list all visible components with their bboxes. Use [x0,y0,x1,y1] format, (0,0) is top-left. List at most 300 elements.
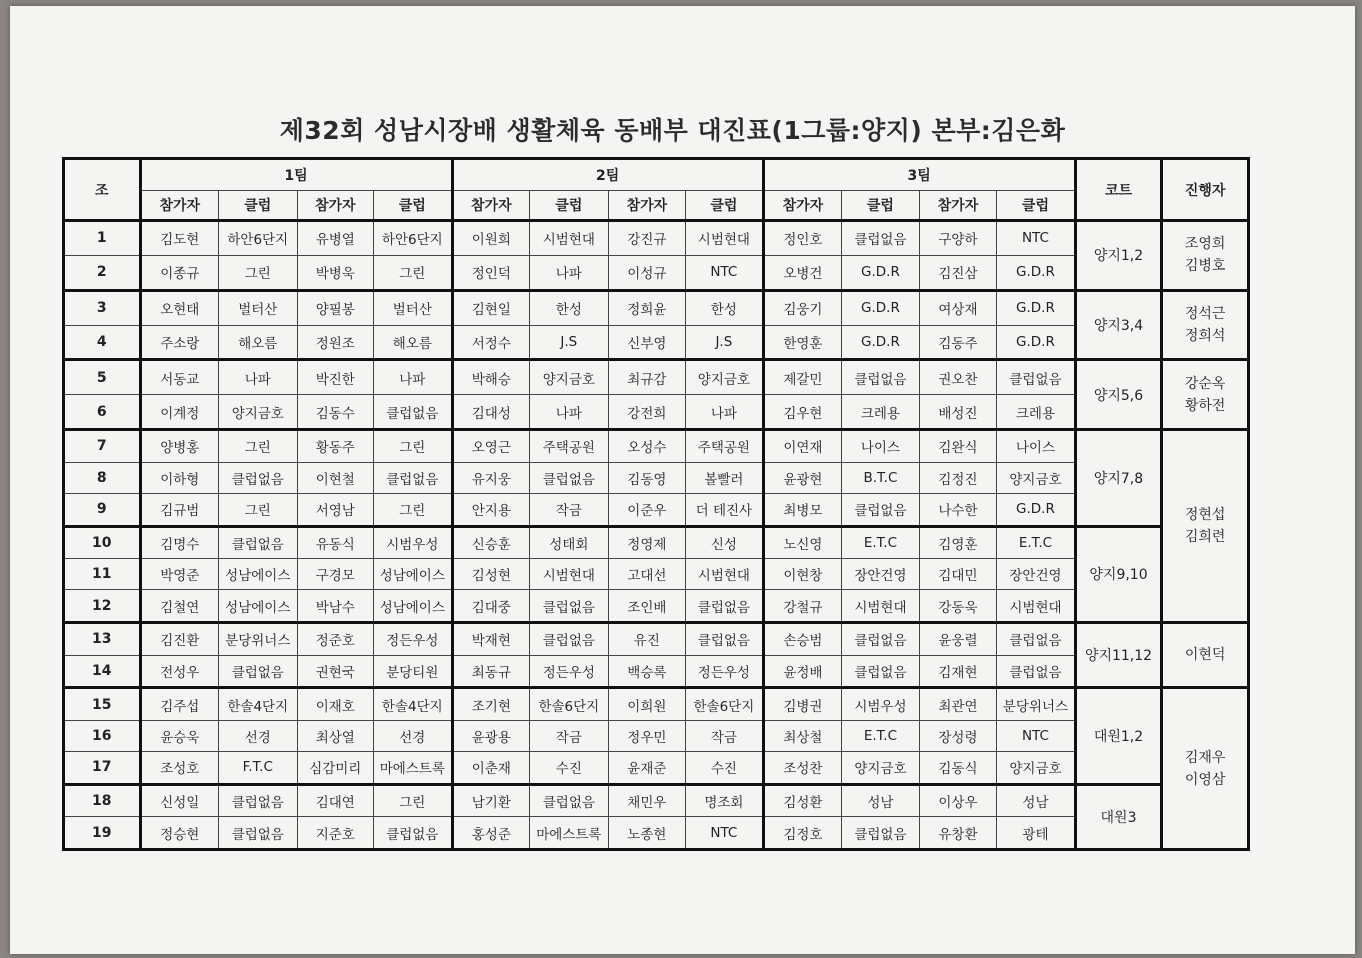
club-cell: 크레용 [842,395,920,430]
participant-cell: 이연재 [763,430,842,463]
club-cell: 해오름 [219,325,298,360]
club-cell: 장안건영 [997,559,1076,590]
header-club: 클럽 [530,191,609,221]
participant-cell: 양병홍 [140,430,219,463]
club-cell: 클럽없음 [842,817,920,850]
club-cell: 시범현대 [530,559,609,590]
participant-cell: 제갈민 [763,360,842,395]
club-cell: 클럽없음 [374,462,453,493]
table-row [64,526,1249,559]
participant-cell: 김대민 [919,559,997,590]
participant-cell: 최관연 [919,688,997,721]
participant-cell: 지준호 [297,817,374,850]
participant-cell: 김성환 [763,784,842,817]
participant-cell: 강진규 [608,221,686,256]
club-cell: G.D.R [997,255,1076,290]
participant-cell: 신성일 [140,784,219,817]
club-cell: 성남에이스 [374,590,453,623]
table-row [64,493,1249,526]
club-cell: 성남에이스 [219,590,298,623]
group-number: 17 [64,751,141,784]
participant-cell: 조인배 [608,590,686,623]
participant-cell: 강전희 [608,395,686,430]
participant-cell: 정우민 [608,720,686,751]
club-cell: 신성 [686,526,764,559]
club-cell: 클럽없음 [219,526,298,559]
club-cell: 시범현대 [530,221,609,256]
club-cell: 성남에이스 [219,559,298,590]
table-row [64,255,1249,290]
participant-cell: 윤광현 [763,462,842,493]
header-club: 클럽 [686,191,764,221]
participant-cell: 여상재 [919,290,997,325]
court-cell: 대원3 [1075,784,1162,849]
participant-cell: 윤재준 [608,751,686,784]
participant-cell: 최상철 [763,720,842,751]
participant-cell: 장성령 [919,720,997,751]
participant-cell: 윤정배 [763,655,842,688]
participant-cell: 윤웅렬 [919,622,997,655]
participant-cell: 김진환 [140,622,219,655]
participant-cell: 최병모 [763,493,842,526]
club-cell: G.D.R [842,255,920,290]
header-organizer: 진행자 [1162,159,1249,221]
table-row [64,655,1249,688]
club-cell: 클럽없음 [842,622,920,655]
participant-cell: 조성찬 [763,751,842,784]
participant-cell: 김명수 [140,526,219,559]
participant-cell: 나수한 [919,493,997,526]
group-number: 6 [64,395,141,430]
club-cell: 볼빨러 [686,462,764,493]
participant-cell: 윤광용 [452,720,530,751]
header-participant: 참가자 [140,191,219,221]
participant-cell: 김주섭 [140,688,219,721]
group-number: 7 [64,430,141,463]
participant-cell: 김동수 [297,395,374,430]
participant-cell: 고대선 [608,559,686,590]
participant-cell: 유지웅 [452,462,530,493]
court-cell: 양지1,2 [1075,221,1162,291]
club-cell: E.T.C [997,526,1076,559]
participant-cell: 박병욱 [297,255,374,290]
participant-cell: 오성수 [608,430,686,463]
participant-cell: 김대성 [452,395,530,430]
participant-cell: 김병권 [763,688,842,721]
club-cell: 시범현대 [686,559,764,590]
court-cell: 양지11,12 [1075,622,1162,687]
participant-cell: 정영제 [608,526,686,559]
participant-cell: 오병건 [763,255,842,290]
participant-cell: 남기환 [452,784,530,817]
club-cell: 클럽없음 [530,784,609,817]
club-cell: 그린 [374,430,453,463]
organizer-cell: 강순옥 황하전 [1162,360,1249,430]
participant-cell: 서영남 [297,493,374,526]
club-cell: 클럽없음 [374,395,453,430]
club-cell: 클럽없음 [219,655,298,688]
participant-cell: 서정수 [452,325,530,360]
participant-cell: 백승록 [608,655,686,688]
table-row [64,395,1249,430]
table-row [64,784,1249,817]
participant-cell: 최상열 [297,720,374,751]
participant-cell: 구경모 [297,559,374,590]
participant-cell: 이재호 [297,688,374,721]
club-cell: 분당위너스 [219,622,298,655]
participant-cell: 김규범 [140,493,219,526]
participant-cell: 이현창 [763,559,842,590]
participant-cell: 한영훈 [763,325,842,360]
club-cell: NTC [686,255,764,290]
table-row [64,817,1249,850]
club-cell: 그린 [374,493,453,526]
organizer-cell: 정석근 정희석 [1162,290,1249,360]
table-row [64,688,1249,721]
club-cell: B.T.C [842,462,920,493]
club-cell: 분당티원 [374,655,453,688]
participant-cell: 정준호 [297,622,374,655]
club-cell: 그린 [374,255,453,290]
club-cell: E.T.C [842,526,920,559]
club-cell: 시범현대 [997,590,1076,623]
club-cell: 한성 [686,290,764,325]
club-cell: 성남 [842,784,920,817]
club-cell: 하안6단지 [219,221,298,256]
court-cell: 양지9,10 [1075,526,1162,622]
header-club: 클럽 [842,191,920,221]
participant-cell: 이성규 [608,255,686,290]
club-cell: 클럽없음 [842,493,920,526]
club-cell: J.S [530,325,609,360]
table-row [64,325,1249,360]
table-row [64,290,1249,325]
club-cell: 클럽없음 [219,462,298,493]
header-participant: 참가자 [608,191,686,221]
group-number: 8 [64,462,141,493]
club-cell: 클럽없음 [842,221,920,256]
participant-cell: 강동욱 [919,590,997,623]
group-number: 2 [64,255,141,290]
participant-cell: 정희윤 [608,290,686,325]
group-number: 13 [64,622,141,655]
table-header [64,159,1249,221]
participant-cell: 홍성준 [452,817,530,850]
participant-cell: 이현철 [297,462,374,493]
organizer-cell: 이현덕 [1162,622,1249,687]
participant-cell: 박해승 [452,360,530,395]
participant-cell: 박남수 [297,590,374,623]
page-title: 제32회 성남시장배 생활체육 동배부 대진표(1그룹:양지) 본부:김은화 [279,116,1066,145]
club-cell: 그린 [219,255,298,290]
table-row [64,720,1249,751]
participant-cell: 황동주 [297,430,374,463]
participant-cell: 오영근 [452,430,530,463]
club-cell: 한솔4단지 [219,688,298,721]
club-cell: 양지금호 [997,462,1076,493]
participant-cell: 김대연 [297,784,374,817]
club-cell: 클럽없음 [686,622,764,655]
participant-cell: 김철연 [140,590,219,623]
club-cell: G.D.R [997,325,1076,360]
organizer-cell: 조영희 김병호 [1162,221,1249,291]
participant-cell: 이희원 [608,688,686,721]
participant-cell: 구양하 [919,221,997,256]
participant-cell: 양필봉 [297,290,374,325]
table-row [64,360,1249,395]
club-cell: 성남에이스 [374,559,453,590]
header-club: 클럽 [219,191,298,221]
organizer-cell: 정현섭 김희련 [1162,430,1249,623]
club-cell: 클럽없음 [842,360,920,395]
group-number: 9 [64,493,141,526]
participant-cell: 김동영 [608,462,686,493]
participant-cell: 김정호 [763,817,842,850]
group-number: 10 [64,526,141,559]
participant-cell: 정인호 [763,221,842,256]
group-number: 15 [64,688,141,721]
table-row [64,462,1249,493]
group-number: 19 [64,817,141,850]
club-cell: 그린 [219,493,298,526]
club-cell: 클럽없음 [530,462,609,493]
group-number: 16 [64,720,141,751]
header-participant: 참가자 [763,191,842,221]
participant-cell: 김영훈 [919,526,997,559]
group-number: 18 [64,784,141,817]
organizer-cell: 김재우 이영삼 [1162,688,1249,850]
club-cell: 나파 [530,395,609,430]
club-cell: 클럽없음 [530,622,609,655]
club-cell: 마에스트록 [530,817,609,850]
participant-cell: 박영준 [140,559,219,590]
club-cell: F.T.C [219,751,298,784]
table-body [64,221,1249,850]
club-cell: NTC [997,720,1076,751]
header-team2: 2팀 [452,159,763,191]
participant-cell: 김대중 [452,590,530,623]
table-row [64,559,1249,590]
participant-cell: 조성호 [140,751,219,784]
participant-cell: 최규감 [608,360,686,395]
club-cell: 정든우성 [530,655,609,688]
group-number: 5 [64,360,141,395]
participant-cell: 이원희 [452,221,530,256]
participant-cell: 김우현 [763,395,842,430]
club-cell: 작금 [530,493,609,526]
club-cell: NTC [997,221,1076,256]
participant-cell: 신부영 [608,325,686,360]
club-cell: 벌터산 [219,290,298,325]
participant-cell: 안지용 [452,493,530,526]
bracket-table [62,157,1250,851]
club-cell: G.D.R [997,290,1076,325]
club-cell: 그린 [374,784,453,817]
header-participant: 참가자 [297,191,374,221]
club-cell: J.S [686,325,764,360]
club-cell: 성남 [997,784,1076,817]
club-cell: 한솔6단지 [530,688,609,721]
club-cell: 나파 [374,360,453,395]
court-cell: 양지7,8 [1075,430,1162,526]
club-cell: 작금 [530,720,609,751]
club-cell: 시범현대 [842,590,920,623]
participant-cell: 주소랑 [140,325,219,360]
club-cell: 클럽없음 [842,655,920,688]
court-cell: 양지3,4 [1075,290,1162,360]
club-cell: 클럽없음 [219,817,298,850]
participant-cell: 이하형 [140,462,219,493]
table-row [64,430,1249,463]
club-cell: 한성 [530,290,609,325]
participant-cell: 윤승욱 [140,720,219,751]
club-cell: 수진 [530,751,609,784]
club-cell: 주택공원 [686,430,764,463]
participant-cell: 김완식 [919,430,997,463]
participant-cell: 전성우 [140,655,219,688]
club-cell: 나이스 [997,430,1076,463]
club-cell: 클럽없음 [219,784,298,817]
participant-cell: 신승훈 [452,526,530,559]
club-cell: 클럽없음 [997,622,1076,655]
participant-cell: 손승범 [763,622,842,655]
participant-cell: 이춘재 [452,751,530,784]
participant-cell: 이계정 [140,395,219,430]
club-cell: 벌터산 [374,290,453,325]
club-cell: G.D.R [842,290,920,325]
club-cell: NTC [686,817,764,850]
header-team1: 1팀 [140,159,452,191]
club-cell: 양지금호 [219,395,298,430]
group-number: 14 [64,655,141,688]
club-cell: 선경 [219,720,298,751]
participant-cell: 서동교 [140,360,219,395]
club-cell: 클럽없음 [997,360,1076,395]
participant-cell: 유진 [608,622,686,655]
participant-cell: 유병열 [297,221,374,256]
participant-cell: 이상우 [919,784,997,817]
participant-cell: 권오찬 [919,360,997,395]
header-team3: 3팀 [763,159,1075,191]
club-cell: 정든우성 [686,655,764,688]
club-cell: 하안6단지 [374,221,453,256]
group-number: 3 [64,290,141,325]
club-cell: 수진 [686,751,764,784]
participant-cell: 오현태 [140,290,219,325]
participant-cell: 노종현 [608,817,686,850]
table-row [64,221,1249,256]
group-number: 11 [64,559,141,590]
participant-cell: 정승현 [140,817,219,850]
table-row [64,751,1249,784]
participant-cell: 김웅기 [763,290,842,325]
group-number: 1 [64,221,141,256]
club-cell: 정든우성 [374,622,453,655]
participant-cell: 김동주 [919,325,997,360]
participant-cell: 김정진 [919,462,997,493]
club-cell: 양지금호 [997,751,1076,784]
club-cell: 나파 [530,255,609,290]
club-cell: 시범우성 [842,688,920,721]
header-participant: 참가자 [919,191,997,221]
participant-cell: 박진한 [297,360,374,395]
club-cell: 시범현대 [686,221,764,256]
header-group: 조 [64,159,141,221]
club-cell: 나파 [686,395,764,430]
club-cell: G.D.R [997,493,1076,526]
club-cell: 해오름 [374,325,453,360]
club-cell: E.T.C [842,720,920,751]
club-cell: 마에스트록 [374,751,453,784]
club-cell: 나이스 [842,430,920,463]
participant-cell: 심감미리 [297,751,374,784]
participant-cell: 조기현 [452,688,530,721]
court-cell: 양지5,6 [1075,360,1162,430]
participant-cell: 노신영 [763,526,842,559]
club-cell: 더 테진사 [686,493,764,526]
participant-cell: 강철규 [763,590,842,623]
participant-cell: 김진삼 [919,255,997,290]
group-number: 4 [64,325,141,360]
participant-cell: 채민우 [608,784,686,817]
participant-cell: 정인덕 [452,255,530,290]
club-cell: G.D.R [842,325,920,360]
header-club: 클럽 [374,191,453,221]
participant-cell: 김동식 [919,751,997,784]
court-cell: 대원1,2 [1075,688,1162,784]
participant-cell: 박재현 [452,622,530,655]
club-cell: 양지금호 [530,360,609,395]
header-participant: 참가자 [452,191,530,221]
participant-cell: 유창환 [919,817,997,850]
club-cell: 장안건영 [842,559,920,590]
participant-cell: 배성진 [919,395,997,430]
table-row [64,590,1249,623]
club-cell: 한솔6단지 [686,688,764,721]
participant-cell: 유동식 [297,526,374,559]
club-cell: 클럽없음 [530,590,609,623]
club-cell: 광테 [997,817,1076,850]
club-cell: 시범우성 [374,526,453,559]
participant-cell: 김도현 [140,221,219,256]
participant-cell: 권현국 [297,655,374,688]
header-club: 클럽 [997,191,1076,221]
header-court: 코트 [1075,159,1162,221]
club-cell: 명조회 [686,784,764,817]
club-cell: 한솔4단지 [374,688,453,721]
club-cell: 클럽없음 [374,817,453,850]
participant-cell: 김성현 [452,559,530,590]
table-row [64,622,1249,655]
participant-cell: 이준우 [608,493,686,526]
club-cell: 그린 [219,430,298,463]
club-cell: 양지금호 [686,360,764,395]
club-cell: 선경 [374,720,453,751]
club-cell: 성태회 [530,526,609,559]
participant-cell: 이종규 [140,255,219,290]
participant-cell: 정원조 [297,325,374,360]
club-cell: 분당위너스 [997,688,1076,721]
club-cell: 양지금호 [842,751,920,784]
club-cell: 크레용 [997,395,1076,430]
club-cell: 작금 [686,720,764,751]
club-cell: 클럽없음 [997,655,1076,688]
club-cell: 주택공원 [530,430,609,463]
participant-cell: 최동규 [452,655,530,688]
participant-cell: 김현일 [452,290,530,325]
club-cell: 클럽없음 [686,590,764,623]
participant-cell: 김재현 [919,655,997,688]
